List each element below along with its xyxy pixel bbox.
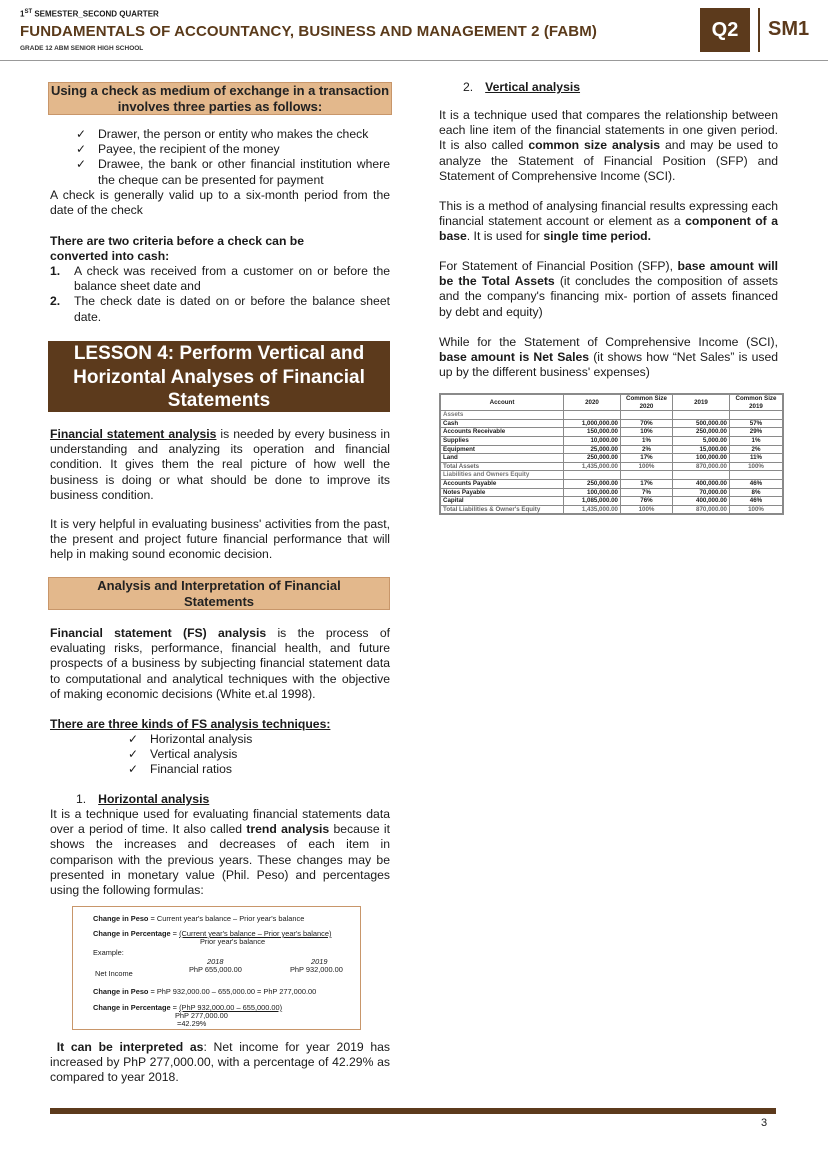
table-cell: 7% [621,488,673,497]
table-row [441,505,783,514]
header-2020: 2020 [564,395,621,411]
table-cell: Total Assets [441,462,564,471]
header-common-size-2020: Common Size 2020 [621,395,673,411]
table-cell: 10,000.00 [564,436,621,445]
header-rule [0,60,828,61]
table-cell: 17% [621,454,673,463]
net-income-2019: PhP 932,000.00 [290,965,343,974]
list-item: ✓ Payee, the recipient of the money [76,142,280,157]
year-2018-label: 2018 [207,957,224,966]
table-cell: 100,000.00 [564,488,621,497]
fs-analysis-paragraph: Financial statement (FS) analysis is the process of evaluating risks, performance, financial health, and future prospects of a business by subjecting financial statement data to computational and analytical techniques with the objective of making economic decisions (White et.al 1998). [50,626,390,701]
footer-bar [50,1108,776,1114]
table-cell: 10% [621,428,673,437]
fsa-paragraph: Financial statement analysis is needed by every business in understanding and analyzing its operation and financial condition. It gives them the real picture of how well the business is doing or what should be done to improve its business condition. [50,427,390,502]
method-paragraph: This is a method of analysing financial results expressing each financial statement account or element as a component of a base. It is used for single time period. [439,199,778,244]
common-size-table [439,393,784,515]
table-cell: 250,000.00 [673,428,730,437]
table-cell: 46% [730,479,783,488]
table-cell [673,471,730,480]
table-cell: 100% [621,505,673,514]
table-cell: Accounts Receivable [441,428,564,437]
peso-formula: Change in Peso = Current year's balance – Prior year's balance [93,914,305,923]
table-cell: 100% [730,505,783,514]
table-cell: 500,000.00 [673,419,730,428]
list-item: ✓ Financial ratios [128,762,232,777]
table-cell: Liabilities and Owners Equity [441,471,564,480]
header-account: Account [441,395,564,411]
table-row [441,479,783,488]
vertical-paragraph: It is a technique used that compares the relationship between each line item of the financial statements in one given period. It is also called common size analysis and may be used to analyze the Statement of Financial Position (SFP) and Statement of Comprehensive Income (SCI). [439,108,779,183]
lesson-title: LESSON 4: Perform Vertical and Horizontal Analyses of Financial Statements [73,343,365,411]
example-percentage-result: =42.29% [177,1019,207,1028]
table-cell: 250,000.00 [564,454,621,463]
year-2019-label: 2019 [311,957,328,966]
table-cell: 870,000.00 [673,462,730,471]
example-label: Example: [93,948,124,957]
list-item: ✓ Drawer, the person or entity who makes the check [76,127,369,141]
table-cell: 400,000.00 [673,497,730,506]
page-number: 3 [761,1117,768,1129]
check-parties-box: Using a check as medium of exchange in a transaction involves three parties as follows: [48,82,392,115]
table-cell: 100,000.00 [673,454,730,463]
table-cell: 1,435,000.00 [564,505,621,514]
vertical-heading: 2. Vertical analysis [463,80,581,94]
table-cell: 250,000.00 [564,479,621,488]
table-cell: 400,000.00 [673,479,730,488]
criteria-list [50,264,390,325]
table-cell: 29% [730,428,783,437]
table-row [441,419,783,428]
table-cell [621,471,673,480]
table-cell: Total Liabilities & Owner's Equity [441,505,564,514]
table-row [441,471,783,480]
net-income-label: Net Income [95,969,133,978]
table-cell [564,411,621,420]
table-cell: 1,435,000.00 [564,462,621,471]
table-cell: 70% [621,419,673,428]
table-cell: 1% [730,436,783,445]
document-title: FUNDAMENTALS OF ACCOUNTANCY, BUSINESS AND MANAGEMENT 2 (FABM) [20,23,597,40]
table-row [441,436,783,445]
quarter-badge: Q2 [700,8,750,52]
check-icon: ✓ [128,762,139,777]
percentage-formula: Change in Percentage = (Current year's balance – Prior year's balance) [93,929,332,938]
grade-label: GRADE 12 ABM SENIOR HIGH SCHOOL [20,45,144,52]
lesson-title-box [48,341,390,412]
header-2019: 2019 [673,395,730,411]
table-cell: 8% [730,488,783,497]
table-cell [564,471,621,480]
table-cell: 2% [621,445,673,454]
techniques-list [104,732,354,778]
table-cell [730,471,783,480]
check-icon: ✓ [76,142,87,157]
table-cell [621,411,673,420]
table-cell: Equipment [441,445,564,454]
semester-label: 1ST SEMESTER_SECOND QUARTER [20,9,159,19]
table-cell: Assets [441,411,564,420]
table-cell: 5,000.00 [673,436,730,445]
table-cell: 100% [621,462,673,471]
table-cell: 150,000.00 [564,428,621,437]
table-cell: 57% [730,419,783,428]
check-icon: ✓ [128,747,139,762]
table-cell: Capital [441,497,564,506]
helpful-paragraph: It is very helpful in evaluating business' activities from the past, the present and project future financial performance that will help in making sound economic decision. [50,517,390,562]
table-header-row [441,395,783,411]
table-cell: 76% [621,497,673,506]
sci-paragraph: While for the Statement of Comprehensive Income (SCI), base amount is Net Sales (it shows how “Net Sales” is used up by the different business' expenses) [439,335,778,380]
horizontal-paragraph: It is a technique used for evaluating financial statements data over a period of time. It also called trend analysis because it shows the increases and decreases of each item in comparison with the previous years. These changes may be presented in monetary value (Phil. Peso) and percentages using the following formulas: [50,807,390,898]
table-cell: 1,085,000.00 [564,497,621,506]
check-icon: ✓ [76,127,87,141]
percentage-denominator: Prior year's balance [200,937,266,946]
list-item: ✓ Horizontal analysis [128,732,253,746]
table-cell [673,411,730,420]
table-cell: Cash [441,419,564,428]
table-row [441,411,783,420]
techniques-heading: There are three kinds of FS analysis techniques: [50,717,331,731]
table-cell: Accounts Payable [441,479,564,488]
table-cell: 1,000,000.00 [564,419,621,428]
net-income-2018: PhP 655,000.00 [189,965,242,974]
header-divider [758,8,760,52]
table-cell: 46% [730,497,783,506]
table-row [441,497,783,506]
table-cell: 870,000.00 [673,505,730,514]
list-item: ✓ Drawee, the bank or other financial institution where the cheque can be presented for payment [76,157,390,187]
table-row [441,488,783,497]
list-item: 1. A check was received from a customer on or before the balance sheet date and [50,264,390,294]
table-cell: 70,000.00 [673,488,730,497]
example-percentage-denominator: PhP 277,000.00 [175,1011,228,1020]
example-peso-formula: Change in Peso = PhP 932,000.00 – 655,000.00 = PhP 277,000.00 [93,987,317,996]
check-icon: ✓ [76,157,87,172]
list-item: ✓ Vertical analysis [128,747,238,762]
table-row [441,462,783,471]
example-percentage-formula: Change in Percentage = (PhP 932,000.00 – 655,000.00) [93,1003,283,1012]
analysis-interpretation-box: Analysis and Interpretation of Financial Statements [48,577,390,610]
parties-list [50,127,390,188]
formula-box [72,906,361,1030]
table-cell: 2% [730,445,783,454]
check-icon: ✓ [128,732,139,746]
header-common-size-2019: Common Size 2019 [730,395,783,411]
table-row [441,454,783,463]
validity-text: A check is generally valid up to a six-month period from the date of the check [50,188,390,218]
module-label: SM1 [768,18,810,40]
table-row [441,428,783,437]
sfp-paragraph: For Statement of Financial Position (SFP), base amount will be the Total Assets (it concludes the composition of assets and the company's financing mix- portion of assets financed by debt and equity) [439,259,778,319]
table-cell: Notes Payable [441,488,564,497]
table-cell: 11% [730,454,783,463]
table-cell [730,411,783,420]
table-cell: Supplies [441,436,564,445]
list-item: 2. The check date is dated on or before the balance sheet date. [50,294,390,324]
table-cell: 15,000.00 [673,445,730,454]
table-cell: 17% [621,479,673,488]
table-row [441,445,783,454]
criteria-heading: There are two criteria before a check can be converted into cash: [50,234,305,264]
table-cell: 25,000.00 [564,445,621,454]
horizontal-heading: 1. Horizontal analysis [76,792,210,806]
table-cell: 100% [730,462,783,471]
interpretation-paragraph: It can be interpreted as: Net income for year 2019 has increased by PhP 277,000.00, with a percentage of 42.29% as compared to year 2018. [50,1040,391,1085]
table-cell: 1% [621,436,673,445]
table-cell: Land [441,454,564,463]
